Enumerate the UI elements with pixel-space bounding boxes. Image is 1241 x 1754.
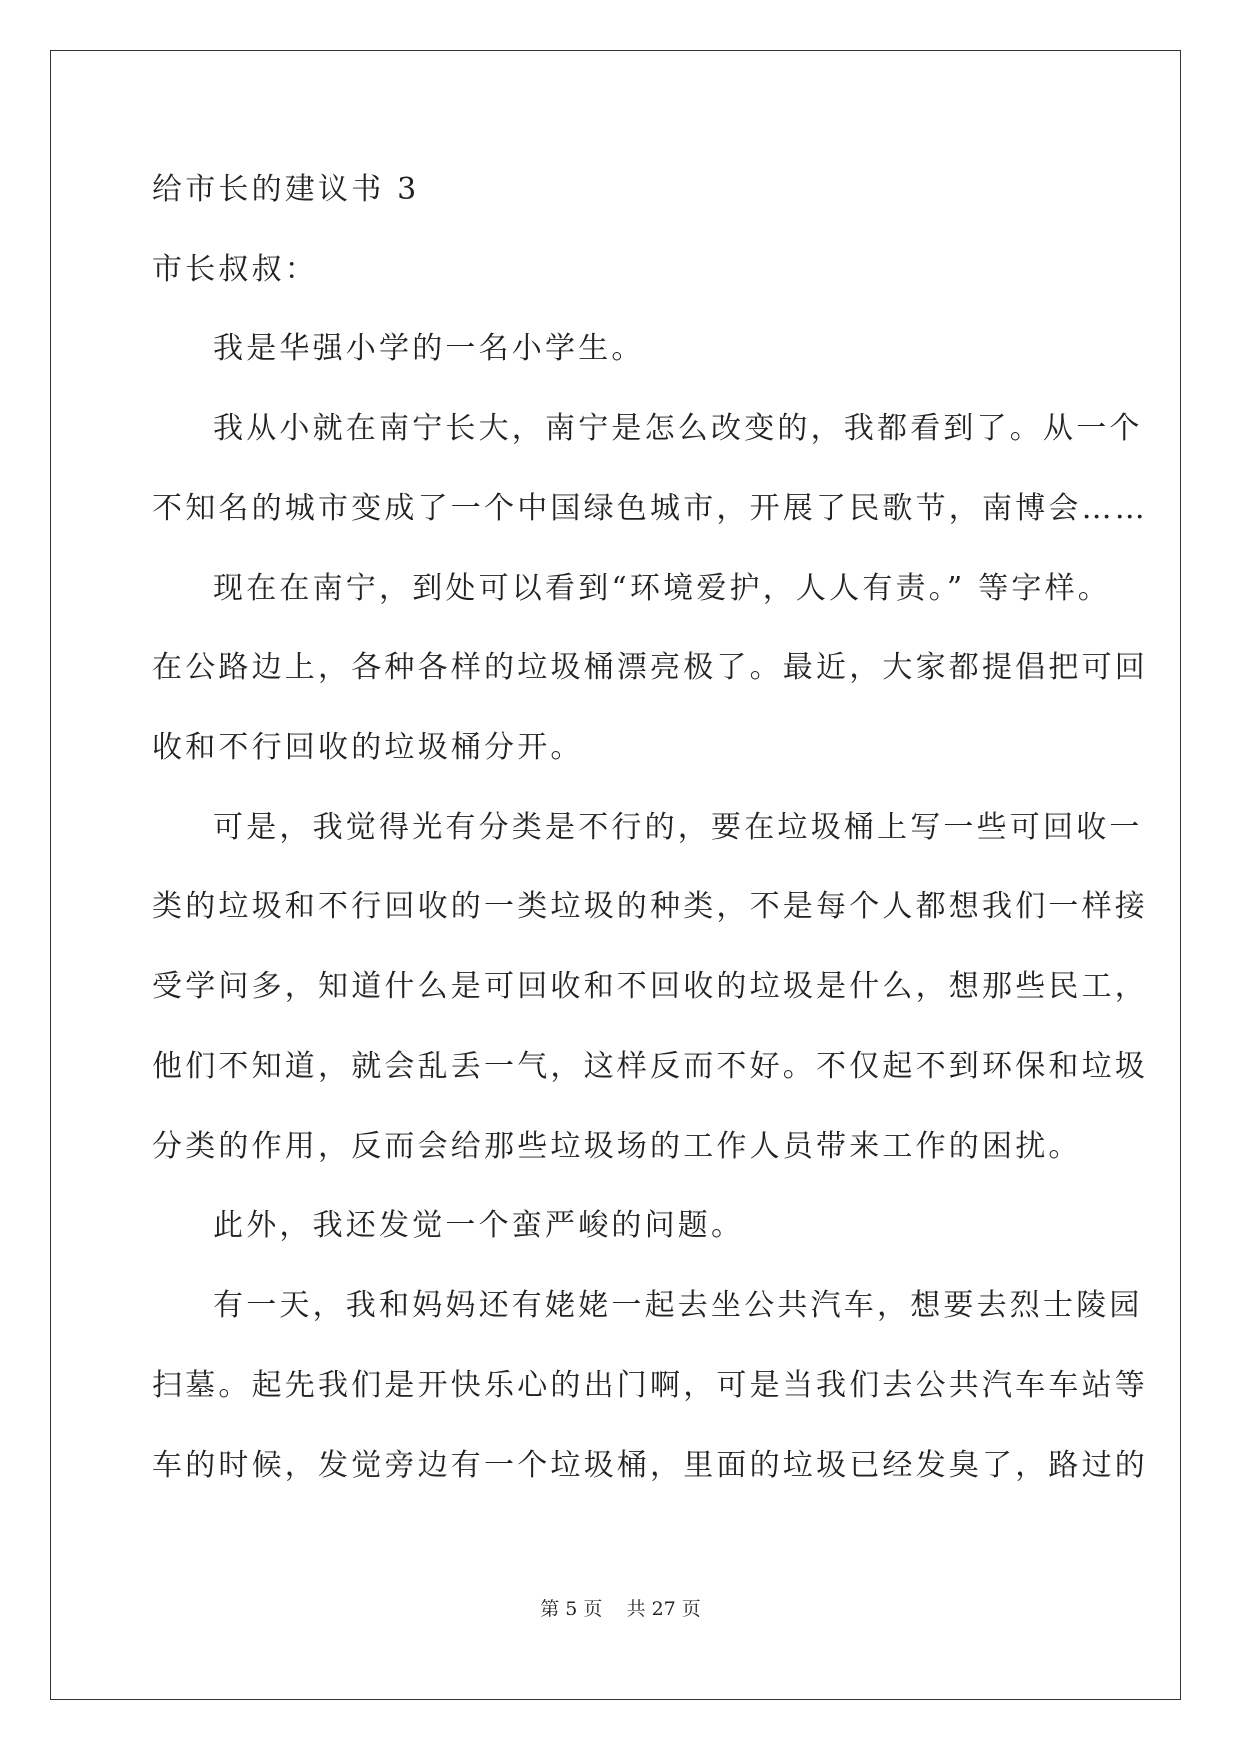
body-line: 收和不行回收的垃圾桶分开。 — [152, 730, 584, 765]
body-line: 类的垃圾和不行回收的一类垃圾的种类，不是每个人都想我们一样接 — [152, 889, 1148, 924]
body-line: 不知名的城市变成了一个中国绿色城市，开展了民歌节，南博会…… — [152, 491, 1148, 526]
body-line: 我从小就在南宁长大，南宁是怎么改变的，我都看到了。从一个 — [213, 411, 1143, 446]
salutation-line: 市长叔叔： — [152, 252, 318, 287]
body-line: 有一天，我和妈妈还有姥姥一起去坐公共汽车，想要去烈士陵园 — [213, 1288, 1143, 1323]
body-line: 可是，我觉得光有分类是不行的，要在垃圾桶上写一些可回收一 — [213, 810, 1143, 845]
body-line: 他们不知道，就会乱丢一气，这样反而不好。不仅起不到环保和垃圾 — [152, 1049, 1148, 1084]
body-line: 扫墓。起先我们是开快乐心的出门啊，可是当我们去公共汽车车站等 — [152, 1368, 1148, 1403]
body-line: 分类的作用，反而会给那些垃圾场的工作人员带来工作的困扰。 — [152, 1129, 1082, 1164]
document-title: 给市长的建议书 3 — [152, 172, 420, 207]
body-line: 受学问多，知道什么是可回收和不回收的垃圾是什么，想那些民工， — [152, 969, 1148, 1004]
body-line: 车的时候，发觉旁边有一个垃圾桶，里面的垃圾已经发臭了，路过的 — [152, 1448, 1148, 1483]
body-line: 此外，我还发觉一个蛮严峻的问题。 — [213, 1208, 745, 1243]
body-line: 我是华强小学的一名小学生。 — [213, 331, 645, 366]
page-number: 第 5 页 — [540, 1598, 603, 1620]
body-line: 在公路边上，各种各样的垃圾桶漂亮极了。最近，大家都提倡把可回 — [152, 650, 1148, 685]
body-line: 现在在南宁，到处可以看到“环境爱护，人人有责。” 等字样。 — [213, 571, 1112, 606]
page-footer — [0, 1597, 1241, 1621]
page-total: 共 27 页 — [626, 1598, 701, 1620]
